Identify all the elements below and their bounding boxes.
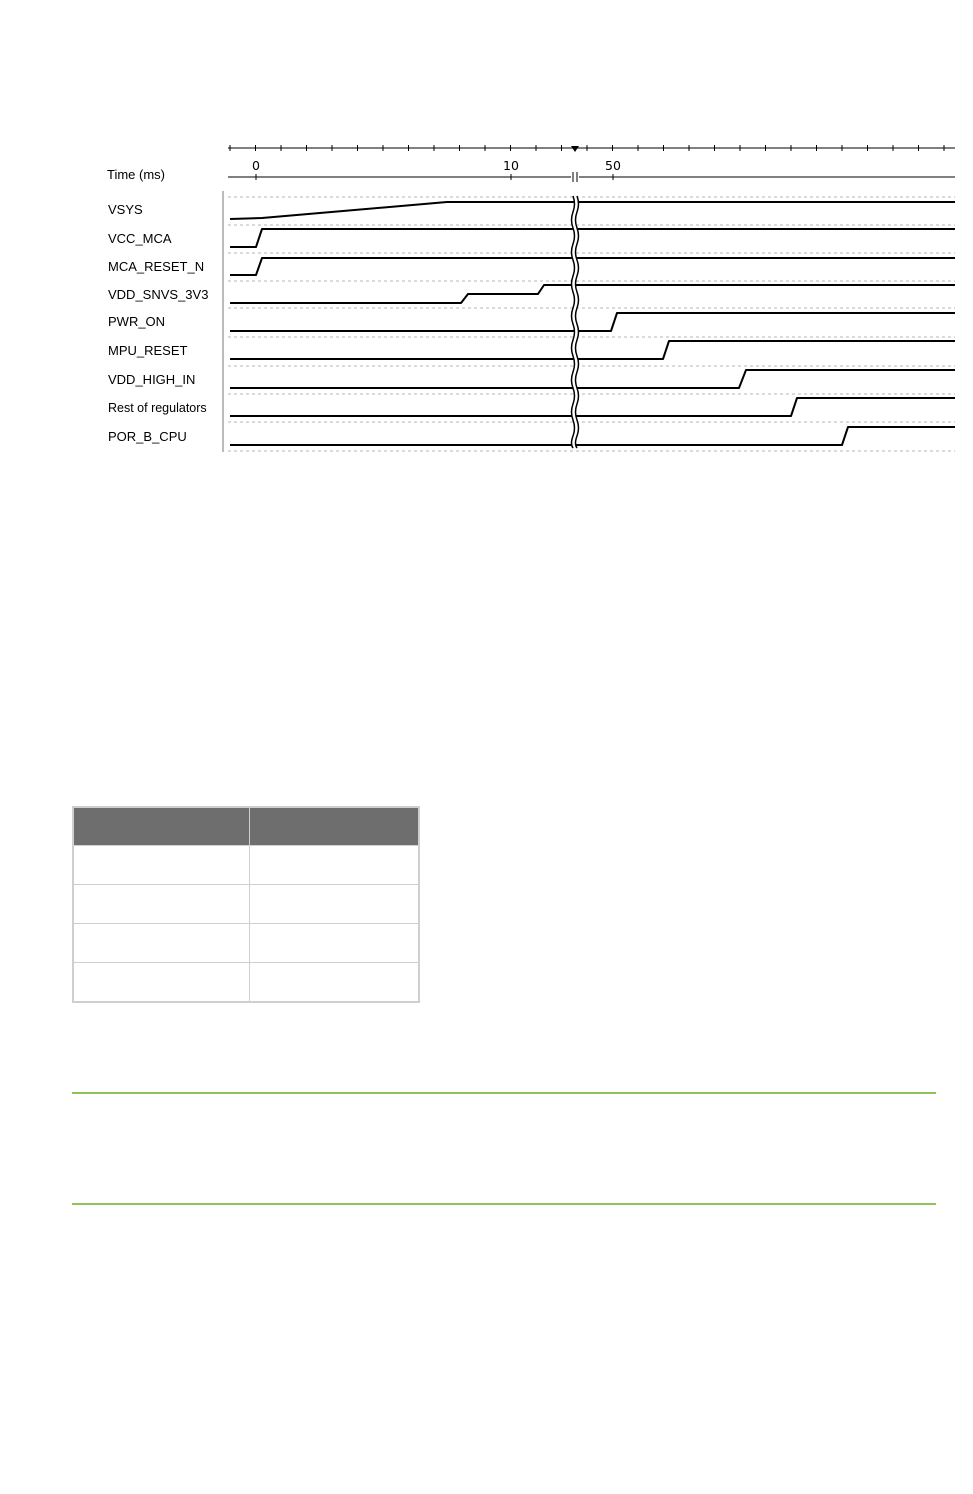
signal-label-vsys: VSYS xyxy=(108,202,143,217)
waveform-mca-reset-n xyxy=(230,258,955,275)
signal-label-mca-reset-n: MCA_RESET_N xyxy=(108,259,205,274)
table-cell xyxy=(73,885,250,924)
table-header-cell xyxy=(250,807,420,846)
note-top-rule xyxy=(72,1092,936,1094)
time-axis xyxy=(228,172,955,182)
waveform-vcc-mca xyxy=(230,229,955,247)
time-axis-label: Time (ms) xyxy=(107,167,166,182)
table-header-cell xyxy=(73,807,250,846)
table-cell xyxy=(250,846,420,885)
tick-label-0: 0 xyxy=(252,158,260,173)
note-bottom-rule xyxy=(72,1203,936,1205)
table-cell xyxy=(73,846,250,885)
waveform-vdd-snvs-3v3 xyxy=(230,285,955,303)
signal-label-vcc-mca: VCC_MCA xyxy=(108,231,172,246)
table-cell xyxy=(250,963,420,1003)
waveform-rest-of-regulators xyxy=(230,398,955,416)
time-break-icon xyxy=(572,196,579,448)
signal-label-vdd-high-in: VDD_HIGH_IN xyxy=(108,372,196,387)
signal-table xyxy=(72,806,420,1003)
signal-label-por-b-cpu: POR_B_CPU xyxy=(108,429,187,444)
table-row xyxy=(73,846,419,885)
waveform-pwr-on xyxy=(230,313,955,331)
waveform-por-b-cpu xyxy=(230,427,955,445)
table-row xyxy=(73,924,419,963)
table-row xyxy=(73,963,419,1003)
table-cell xyxy=(250,885,420,924)
signal-label-mpu-reset: MPU_RESET xyxy=(108,343,188,358)
waveform-vsys xyxy=(230,202,955,219)
signal-label-vdd-snvs-3v3: VDD_SNVS_3V3 xyxy=(108,287,209,302)
waveform-mpu-reset xyxy=(230,341,955,359)
dashed-guides xyxy=(228,197,955,451)
tick-label-50: 50 xyxy=(605,158,621,173)
break-marker-icon xyxy=(571,146,579,152)
table-cell xyxy=(250,924,420,963)
table-cell xyxy=(73,924,250,963)
table-cell xyxy=(73,963,250,1003)
signal-label-rest-of-regulators: Rest of regulators xyxy=(108,401,207,415)
signal-label-pwr-on: PWR_ON xyxy=(108,314,166,329)
tick-label-10: 10 xyxy=(503,158,519,173)
table-header-row xyxy=(73,807,419,846)
table-row xyxy=(73,885,419,924)
waveform-vdd-high-in xyxy=(230,370,955,388)
